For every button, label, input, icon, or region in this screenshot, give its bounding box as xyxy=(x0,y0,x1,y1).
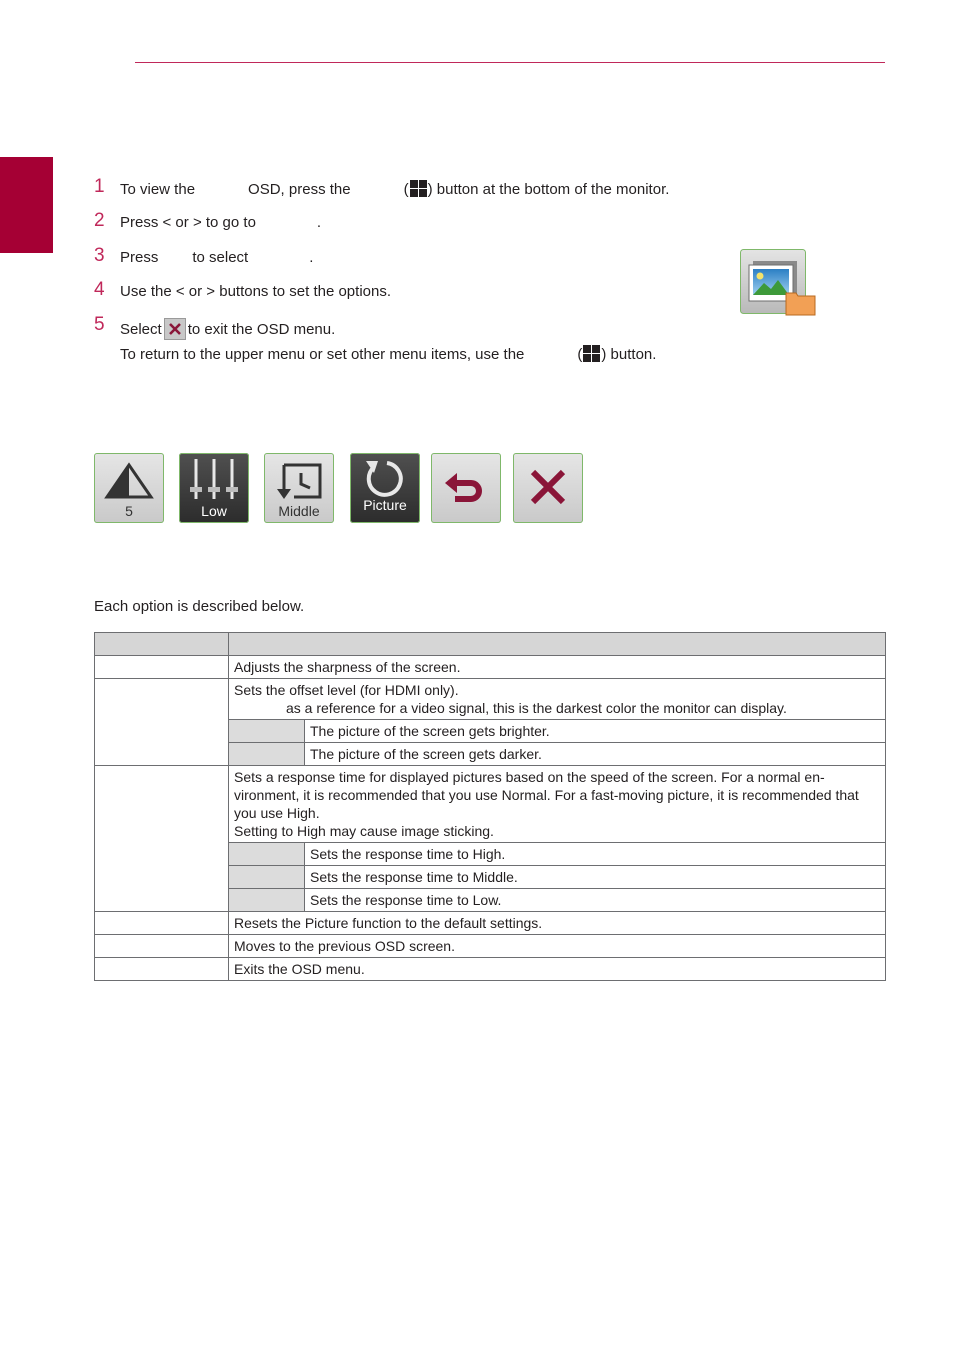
step-number: 2 xyxy=(94,210,105,231)
table-row xyxy=(95,656,886,679)
step-text: To view the xyxy=(120,181,196,198)
menu-grid-icon xyxy=(583,345,600,362)
exit-icon xyxy=(513,453,583,523)
picture-folder-icon xyxy=(740,249,816,316)
header-rule xyxy=(135,62,885,63)
intro-text: Each option is described below. xyxy=(94,598,305,615)
note-text: To return to the upper menu or set other menu items, use the xyxy=(120,346,525,363)
options-table xyxy=(94,632,886,981)
cell-line: Sets the offset level (for HDMI only). xyxy=(234,682,459,698)
step-text: . xyxy=(316,214,322,231)
step-text: Select xyxy=(120,321,162,338)
table-row xyxy=(95,958,886,981)
cell-line: Sets a response time for displayed pictures based on the speed of the screen. For a normal en-vironment, it is recommended that you use Normal. For a fast-moving picture, it is recommended that you use High. xyxy=(234,769,859,821)
table-row xyxy=(95,912,886,935)
table-row xyxy=(95,679,886,720)
picture-reset-label: Picture xyxy=(363,497,407,513)
menu-grid-icon xyxy=(410,180,427,197)
table-row xyxy=(95,766,886,843)
close-icon xyxy=(164,318,186,340)
table-cell: Moves to the previous OSD screen. xyxy=(229,935,886,958)
table-cell: Sets the response time to High. xyxy=(305,843,886,866)
table-cell: Sets the response time to Middle. xyxy=(305,866,886,889)
table-header-row xyxy=(95,633,886,656)
table-cell: Adjusts the sharpness of the screen. xyxy=(229,656,886,679)
table-cell xyxy=(229,679,886,720)
language-side-tab xyxy=(0,157,53,253)
cell-line: Setting to High may cause image sticking. xyxy=(234,823,494,839)
table-row xyxy=(95,935,886,958)
table-cell: The picture of the screen gets darker. xyxy=(305,743,886,766)
step-text: to select xyxy=(192,249,249,266)
step-text: ( xyxy=(403,181,409,198)
step-number: 5 xyxy=(94,314,105,335)
step-number: 4 xyxy=(94,279,105,300)
step-5-note xyxy=(120,345,656,364)
sharpness-button[interactable] xyxy=(94,453,164,523)
black-level-button[interactable] xyxy=(179,453,249,523)
response-time-value: Middle xyxy=(278,503,320,519)
step-text: . xyxy=(309,249,314,266)
step-text: to exit the OSD menu. xyxy=(187,321,336,338)
table-cell xyxy=(229,766,886,843)
exit-button[interactable] xyxy=(513,453,583,523)
note-text: ( xyxy=(577,346,583,363)
picture-reset-button[interactable] xyxy=(350,453,420,523)
step-text: ) button at the bottom of the monitor. xyxy=(427,181,670,198)
sharpness-value: 5 xyxy=(125,503,133,519)
step-text: Press < or > to go to xyxy=(120,214,256,231)
table-cell: Exits the OSD menu. xyxy=(229,958,886,981)
back-button[interactable] xyxy=(431,453,501,523)
step-number: 3 xyxy=(94,245,105,266)
back-icon xyxy=(431,453,501,523)
cell-line: as a reference for a video signal, this is the darkest color the monitor can display. xyxy=(286,700,787,716)
table-cell: Sets the response time to Low. xyxy=(305,889,886,912)
step-number: 1 xyxy=(94,176,105,197)
table-cell: The picture of the screen gets brighter. xyxy=(305,720,886,743)
step-text: Use the < or > buttons to set the options. xyxy=(120,283,392,300)
response-time-button[interactable] xyxy=(264,453,334,523)
black-level-value: Low xyxy=(201,503,227,519)
step-text: OSD, press the xyxy=(248,181,351,198)
note-text: ) button. xyxy=(601,346,657,363)
table-cell: Resets the Picture function to the default settings. xyxy=(229,912,886,935)
step-text: Press xyxy=(120,249,159,266)
